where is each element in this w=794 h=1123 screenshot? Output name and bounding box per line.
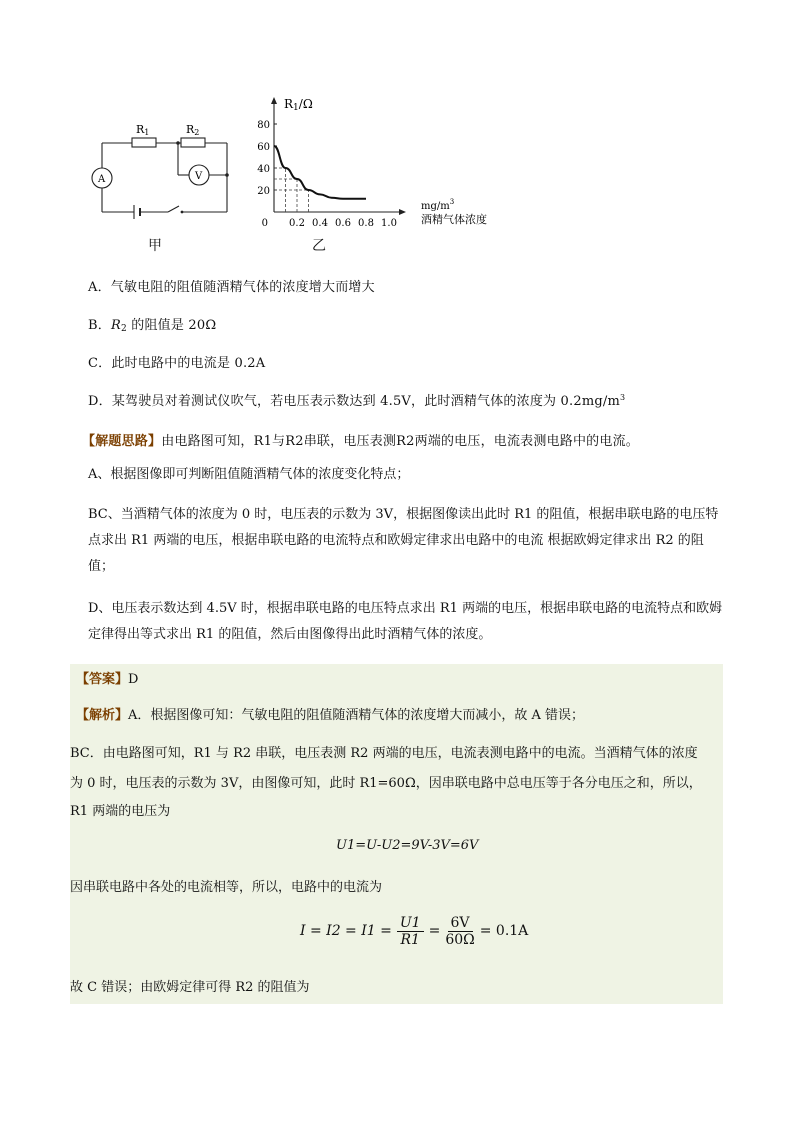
analysis-bc-2: 为 0 时，电压表的示数为 3V，由图像可知，此时 R1=60Ω，因串联电路中总电压等于各分电压之和，所以，	[70, 776, 702, 791]
option-b: B．$R_2$ 的阻值是 20Ω	[88, 318, 217, 334]
x-tick-label: 0.6	[335, 218, 351, 229]
r1-resistor	[132, 138, 156, 147]
resistance-graph	[252, 92, 512, 232]
x-axis-unit: $mg/m^3$	[421, 198, 455, 212]
analysis-last: 故 C 错误；由欧姆定律可得 R2 的阻值为	[70, 980, 310, 995]
fraction-u1-r1: $\frac{U1}{R1}$	[397, 915, 424, 948]
x-tick-label: 0.8	[358, 218, 374, 229]
r1-label: R1	[136, 123, 150, 137]
origin-label: 0	[261, 218, 268, 229]
y-tick-label: 80	[257, 120, 270, 131]
r2-label: R2	[186, 123, 200, 137]
y-tick-label: 60	[257, 142, 270, 153]
circuit-caption: 甲	[148, 238, 162, 254]
voltmeter-label: V	[195, 171, 203, 182]
x-tick-label: 0.4	[312, 218, 328, 229]
ammeter-label: A	[98, 174, 106, 185]
y-axis-arrow	[271, 97, 277, 104]
answer-line: 【答案】D	[76, 672, 139, 687]
x-axis-label: 酒精气体浓度	[421, 213, 487, 226]
x-axis-arrow	[399, 209, 406, 215]
r2-resistor	[181, 138, 205, 147]
y-tick-label: 20	[257, 186, 270, 197]
y-tick-label: 40	[257, 164, 270, 175]
analysis-bc-1: BC．由电路图可知，R1 与 R2 串联，电压表测 R2 两端的电压，电流表测电路中的电流。当酒精气体的浓度	[70, 746, 698, 761]
hint-para-d: D、电压表示数达到 4.5V 时，根据串联电路的电压特点求出 R1 两端的电压，根据串联电路的电流特点和欧姆定律得出等式求出 R1 的阻值，然后由图像得出此时酒精气体的浓度。	[88, 601, 723, 642]
fraction-6v-60ohm: $\frac{6V}{60\Omega}$	[445, 914, 475, 948]
resistance-curve	[274, 146, 366, 199]
analysis-bc-3: R1 两端的电压为	[70, 804, 171, 819]
hint-heading: 【解题思路】由电路图可知，R1与R2串联，电压表测R2两端的电压，电流表测电路中的电流。	[82, 434, 639, 449]
y-axis-label: R1/Ω	[284, 97, 313, 113]
hint-label: 【解题思路】	[82, 434, 162, 449]
equation-voltage: U1=U-U2=9V-3V=6V	[336, 838, 479, 853]
hint-para-a: A、根据图像即可判断阻值随酒精气体的浓度变化特点；	[88, 467, 410, 482]
circuit-diagram	[86, 118, 246, 223]
option-d: D．某驾驶员对着测试仪吹气，若电压表示数达到 4.5V，此时酒精气体的浓度为 $0.2mg/m^3$	[88, 393, 626, 409]
option-c: C．此时电路中的电流是 0.2A	[88, 356, 266, 371]
x-tick-label: 1.0	[381, 218, 397, 229]
option-a: A．气敏电阻的阻值随酒精气体的浓度增大而增大	[88, 280, 375, 295]
equation-current: I = I2 = I1 = $\frac{U1}{R1}$ = $\frac{6V}{60\Omega}$ = 0.1A	[300, 914, 529, 948]
x-tick-label: 0.2	[289, 218, 305, 229]
hint-para-bc: BC、当酒精气体的浓度为 0 时，电压表的示数为 3V，根据图像读出此时 R1 的阻值，根据串联电路的电压特点求出 R1 两端的电压，根据串联电路的电流特点和欧姆定律求出电路中的电流 根据欧姆定律求出 R2 的阻值；	[88, 507, 719, 574]
series-current-line: 因串联电路中各处的电流相等，所以，电路中的电流为	[70, 880, 383, 895]
analysis-a: 【解析】A．根据图像可知：气敏电阻的阻值随酒精气体的浓度增大而减小，故 A 错误；	[76, 708, 585, 723]
graph-caption: 乙	[312, 238, 326, 254]
